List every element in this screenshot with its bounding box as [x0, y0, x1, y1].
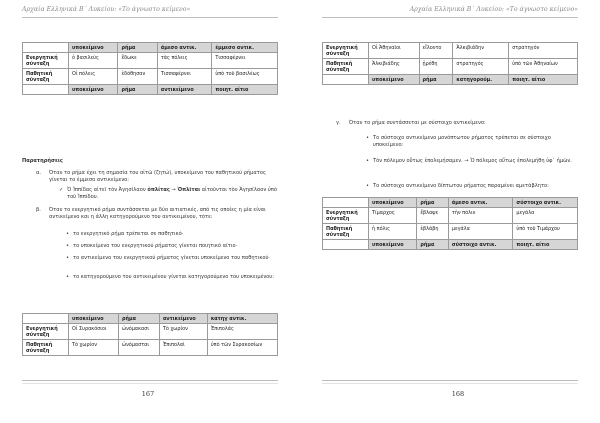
- table-cell: τὰς πόλεις: [157, 53, 212, 69]
- footer-rule-right-shadow: [322, 383, 578, 384]
- bullet-item: • Το σύστοιχο αντικείμενο δίπτωτου ρήματος παραμένει αμετάβλητο:: [373, 183, 577, 190]
- table-corner-cell: [23, 43, 69, 53]
- footer-rule-left-shadow: [22, 383, 278, 384]
- table-cell: ὑπὸ τοῦ Τιμάρχου: [513, 224, 578, 240]
- bullet-item: • το ενεργητικό ρήμα τρέπεται σε παθητικό·: [73, 231, 277, 238]
- table-header-row: [23, 43, 278, 53]
- header-rule-left: [22, 17, 278, 18]
- table-footer-cell: ρήμα: [118, 85, 157, 95]
- passive-transform-table-1: [22, 42, 278, 95]
- table-cell: Ἀλκιβιάδης: [369, 59, 420, 75]
- table-row: [323, 59, 578, 75]
- table-cell: Τὸ χωρίον: [159, 324, 207, 340]
- table-footer-row: [323, 75, 578, 85]
- table-footer-cell: υποκείμενο: [369, 240, 417, 250]
- note-a-example: [67, 187, 277, 201]
- bullet-item: • Τὸν πόλεμον οὕτως ἐπολεμήσαμεν. → Ὁ πόλεμος οὕτως ἐπολεμήθη ὑφ᾽ ἡμῶν.: [373, 158, 577, 165]
- table-row: [23, 340, 278, 356]
- table-corner-cell: [323, 198, 369, 208]
- table-cell: ὁ βασιλεὺς: [69, 53, 118, 69]
- row-label: Παθητική σύνταξη: [23, 340, 69, 356]
- table-header-cell: ρήμα: [417, 198, 448, 208]
- table-cell: Ἀλκιβιάδην: [453, 43, 509, 59]
- table-corner-cell: [23, 85, 69, 95]
- table-footer-cell: σύστοιχο αντικ.: [448, 240, 513, 250]
- table-cell: Τισσαφέρνει: [157, 69, 212, 85]
- note-c-text: Όταν το ρήμα συντάσσεται με σύστοιχο αντικείμενο:: [349, 120, 486, 126]
- table-cell: ὠνόμακασι: [118, 324, 159, 340]
- table-cell: Ἐπιπολάς: [207, 324, 277, 340]
- table-header-cell: έμμεσο αντικ.: [212, 43, 278, 53]
- table-header-cell: υποκείμενο: [69, 43, 118, 53]
- table-footer-row: [323, 240, 578, 250]
- table-header-cell: σύστοιχο αντικ.: [513, 198, 578, 208]
- table-row: [23, 69, 278, 85]
- table-cell: Οἱ Συρακόσιοι: [69, 324, 119, 340]
- example-text: Ὁ Ἱππίδας αἰτεῖ τὸν Ἀγησίλαον: [67, 187, 146, 193]
- table-footer-cell: ρήμα: [419, 75, 453, 85]
- table-header-cell: άμεσο αντικ.: [157, 43, 212, 53]
- right-page: [300, 0, 600, 423]
- table-cell: Τίμαρχος: [369, 208, 417, 224]
- table-header-cell: ρήμα: [118, 314, 159, 324]
- table-cell: ὑπὸ τοῦ βασιλέως: [212, 69, 278, 85]
- bullet-item: • Το σύστοιχο αντικείμενο μονόπτωτου ρήματος τρέπεται σε σύστοιχο υποκείμενο:: [373, 135, 577, 149]
- table-row: [23, 324, 278, 340]
- table-cell: Ἐπιπολαὶ: [159, 340, 207, 356]
- table-row: [23, 53, 278, 69]
- table-header-cell: υποκείμενο: [69, 314, 119, 324]
- table-cell: ᾑρέθη: [419, 59, 453, 75]
- table-footer-cell: υποκείμενο: [69, 85, 118, 95]
- row-label: Ενεργητική σύνταξη: [23, 324, 69, 340]
- table-cell: Οἱ πόλεις: [69, 69, 118, 85]
- example-bold-word: ὁπλίτας: [147, 187, 170, 193]
- bullet-item: • το κατηγορούμενο του αντικειμένου γίνεται κατηγορούμενο του υποκειμένου:: [73, 274, 277, 281]
- table-footer-cell: ποιητ. αίτιο: [212, 85, 278, 95]
- row-label: Παθητική σύνταξη: [23, 69, 69, 85]
- table-row: [323, 208, 578, 224]
- table-row: [323, 224, 578, 240]
- passive-transform-table-3: [322, 42, 578, 85]
- page-number-left: 167: [141, 390, 155, 398]
- table-cell: στρατηγόν: [509, 43, 578, 59]
- page-number-right: 168: [451, 390, 465, 398]
- row-label: Παθητική σύνταξη: [323, 59, 369, 75]
- table-header-row: [323, 198, 578, 208]
- table-cell: μεγάλα: [448, 224, 513, 240]
- running-header-right: Αρχαία Ελληνικά Β΄ Λυκείου: «Το άγνωστο κείμενο»: [409, 6, 578, 13]
- table-header-cell: κατηγ αντικ.: [207, 314, 277, 324]
- table-header-row: [23, 314, 278, 324]
- table-corner-cell: [323, 240, 369, 250]
- table-cell: ἔδωκε: [118, 53, 157, 69]
- table-corner-cell: [23, 314, 69, 324]
- table-cell: Τὸ χωρίον: [69, 340, 119, 356]
- footer-rule-left: [22, 380, 278, 381]
- note-a-marker: α.: [36, 170, 41, 176]
- table-cell: στρατηγός: [453, 59, 509, 75]
- table-header-cell: άμεσο αντικ.: [448, 198, 513, 208]
- row-label: Ενεργητική σύνταξη: [23, 53, 69, 69]
- bullet-item: • το αντικείμενο του ενεργητικού ρήματος γίνεται υποκείμενο του παθητικού·: [73, 255, 277, 262]
- running-header-left: Αρχαία Ελληνικά Β΄ Λυκείου: «Το άγνωστο κείμενο»: [22, 6, 191, 13]
- table-cell: ἐδόθησαν: [118, 69, 157, 85]
- table-footer-row: [23, 85, 278, 95]
- table-footer-cell: αντικείμενο: [157, 85, 212, 95]
- table-header-cell: ρήμα: [118, 43, 157, 53]
- table-footer-cell: ρήμα: [417, 240, 448, 250]
- row-label: Παθητική σύνταξη: [323, 224, 369, 240]
- table-footer-cell: ποιητ. αίτιο: [509, 75, 578, 85]
- passive-transform-table-4: [322, 197, 578, 250]
- table-cell: μεγάλα: [513, 208, 578, 224]
- table-footer-cell: ποιητ. αίτιο: [513, 240, 578, 250]
- table-cell: εἵλοντο: [419, 43, 453, 59]
- arrow-icon: →: [171, 187, 176, 193]
- passive-transform-table-2: [22, 313, 278, 356]
- row-label: Ενεργητική σύνταξη: [323, 43, 369, 59]
- table-cell: ἔβλαψε: [417, 208, 448, 224]
- table-cell: ὑπὸ τῶν Ἀθηναίων: [509, 59, 578, 75]
- table-corner-cell: [323, 75, 369, 85]
- note-b-text: Όταν το ενεργητικό ρήμα συντάσσεται με δύο αιτιατικές, από τις οποίες η μία είναι αντικείμενο και η άλλη κατηγορούμενο του αντικειμένου, τότε:: [49, 207, 266, 221]
- table-header-cell: αντικείμενο: [159, 314, 207, 324]
- table-footer-cell: κατηγορούμ.: [453, 75, 509, 85]
- example-text: αἰτοῦνται τὸν Ἀγησίλαον ὑπὸ τοῦ Ἱππίδου.: [67, 187, 277, 201]
- table-cell: τὴν πόλιν: [448, 208, 513, 224]
- notes-title: Παρατηρήσεις: [22, 158, 63, 164]
- table-cell: Τισσαφέρνει: [212, 53, 278, 69]
- bullet-item: • το υποκείμενο του ενεργητικού ρήματος γίνεται ποιητικό αίτιο·: [73, 243, 277, 250]
- table-cell: ἡ πόλις: [369, 224, 417, 240]
- table-header-cell: υποκείμενο: [369, 198, 417, 208]
- example-bold-word: Ὁπλῖται: [177, 187, 201, 193]
- footer-rule-right: [322, 380, 578, 381]
- row-label: Ενεργητική σύνταξη: [323, 208, 369, 224]
- note-b-marker: β.: [36, 207, 41, 213]
- table-cell: Οἱ Ἀθηναῖοι: [369, 43, 420, 59]
- note-c-marker: γ.: [336, 120, 341, 126]
- table-cell: ὑπὸ τῶν Συρακοσίων: [207, 340, 277, 356]
- header-rule-right: [322, 17, 578, 18]
- table-footer-cell: υποκείμενο: [369, 75, 420, 85]
- note-a-text: Όταν το ρήμα έχει τη σημασία του αἰτῶ (ζητώ), υποκείμενο του παθητικού ρήματος γίνεται το έμμεσο αντικείμενο:: [49, 170, 266, 184]
- table-cell: ὠνόμασται: [118, 340, 159, 356]
- table-row: [323, 43, 578, 59]
- table-cell: ἐβλάβη: [417, 224, 448, 240]
